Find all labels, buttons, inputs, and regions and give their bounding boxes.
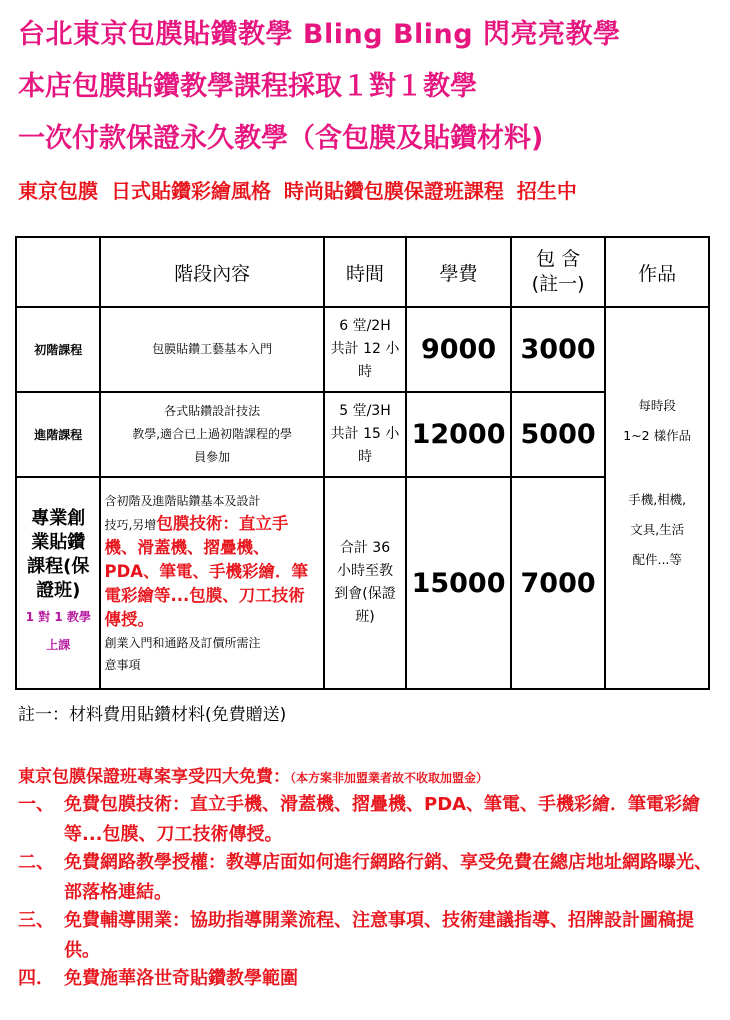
pro-content-intro: 含初階及進階貼鑽基本及設計 技巧,另增 (104, 494, 261, 532)
promo-title-text: 東京包膜保證班專案享受四大免費： (18, 767, 290, 787)
promo-item-number: 二、 (18, 852, 54, 873)
course-table (15, 236, 710, 690)
promo-item-text: 免費包膜技術：直立手機、滑蓋機、摺疊機、PDA、筆電、手機彩繪．筆電彩繪等...包膜、刀工技術傳授。 (64, 794, 701, 845)
promo-item-text: 免費網路教學授權：教導店面如何進行網路行銷、享受免費在總店地址網路曝光、部落格連結。 (64, 852, 712, 903)
promo-item (18, 790, 713, 850)
promo-title (18, 762, 488, 787)
row-label-basic: 初階課程 (16, 307, 100, 392)
enrollment-banner: 東京包膜 日式貼鑽彩繪風格 時尚貼鑽包膜保證班課程 招生中 (18, 179, 577, 203)
promo-item (18, 848, 713, 908)
header-content: 階段內容 (100, 237, 323, 307)
promo-item (18, 906, 713, 966)
row-included: 5000 (511, 392, 606, 477)
pro-course-subtitle: 1 對 1 教學 上課 (25, 610, 91, 652)
pro-content-outro: 創業入門和通路及訂價所需注 意事項 (104, 636, 261, 672)
subheading-payment: 一次付款保證永久教學（含包膜及貼鑽材料) (18, 123, 544, 154)
row-label-pro (16, 477, 100, 689)
promo-item-number: 四． (18, 968, 54, 989)
table-row (16, 307, 709, 392)
subheading-one-on-one: 本店包膜貼鑽教學課程採取１對１教學 (18, 71, 477, 102)
row-time: 6 堂/2H 共計 12 小 時 (324, 307, 406, 392)
pro-content-highlight: 包膜技術：直立手機、滑蓋機、摺疊機、PDA、筆電、手機彩繪．筆電彩繪等...包膜、刀工技術傳授。 (104, 514, 309, 629)
header-works: 作品 (605, 237, 709, 307)
row-time: 5 堂/3H 共計 15 小 時 (324, 392, 406, 477)
row-content (100, 477, 323, 689)
row-time: 合計 36 小時至教 到會(保證 班) (324, 477, 406, 689)
works-types: 手機,相機, 文具,生活 配件...等 (628, 492, 687, 567)
row-fee: 9000 (406, 307, 511, 392)
promo-title-note: （本方案非加盟業者故不收取加盟金） (290, 771, 489, 785)
header-included: 包 含 (註一) (511, 237, 606, 307)
promo-item-number: 一、 (18, 794, 54, 815)
header-time: 時間 (324, 237, 406, 307)
row-label-advanced: 進階課程 (16, 392, 100, 477)
works-cell (605, 307, 709, 689)
row-included: 7000 (511, 477, 606, 689)
works-per-session: 每時段 1~2 樣作品 (623, 398, 692, 443)
row-fee: 12000 (406, 392, 511, 477)
promo-item-number: 三、 (18, 910, 54, 931)
row-content: 包膜貼鑽工藝基本入門 (100, 307, 323, 392)
row-included: 3000 (511, 307, 606, 392)
table-row (16, 392, 709, 477)
footnote: 註一：材料費用貼鑽材料(免費贈送) (18, 705, 287, 725)
pro-course-title: 專業創 業貼鑽 課程(保 證班) (27, 508, 90, 601)
header-fee: 學費 (406, 237, 511, 307)
main-heading: 台北東京包膜貼鑽教學 Bling Bling 閃亮亮教學 (18, 19, 621, 50)
table-header-row (16, 237, 709, 307)
promo-item (18, 964, 713, 994)
promo-item-text: 免費輔導開業：協助指導開業流程、注意事項、技術建議指導、招牌設計圖稿提供。 (64, 910, 694, 961)
header-blank (16, 237, 100, 307)
row-content: 各式貼鑽設計技法 教學,適合已上過初階課程的學 員參加 (100, 392, 323, 477)
table-row (16, 477, 709, 689)
row-fee: 15000 (406, 477, 511, 689)
promo-item-text: 免費施華洛世奇貼鑽教學範圍 (64, 968, 298, 989)
